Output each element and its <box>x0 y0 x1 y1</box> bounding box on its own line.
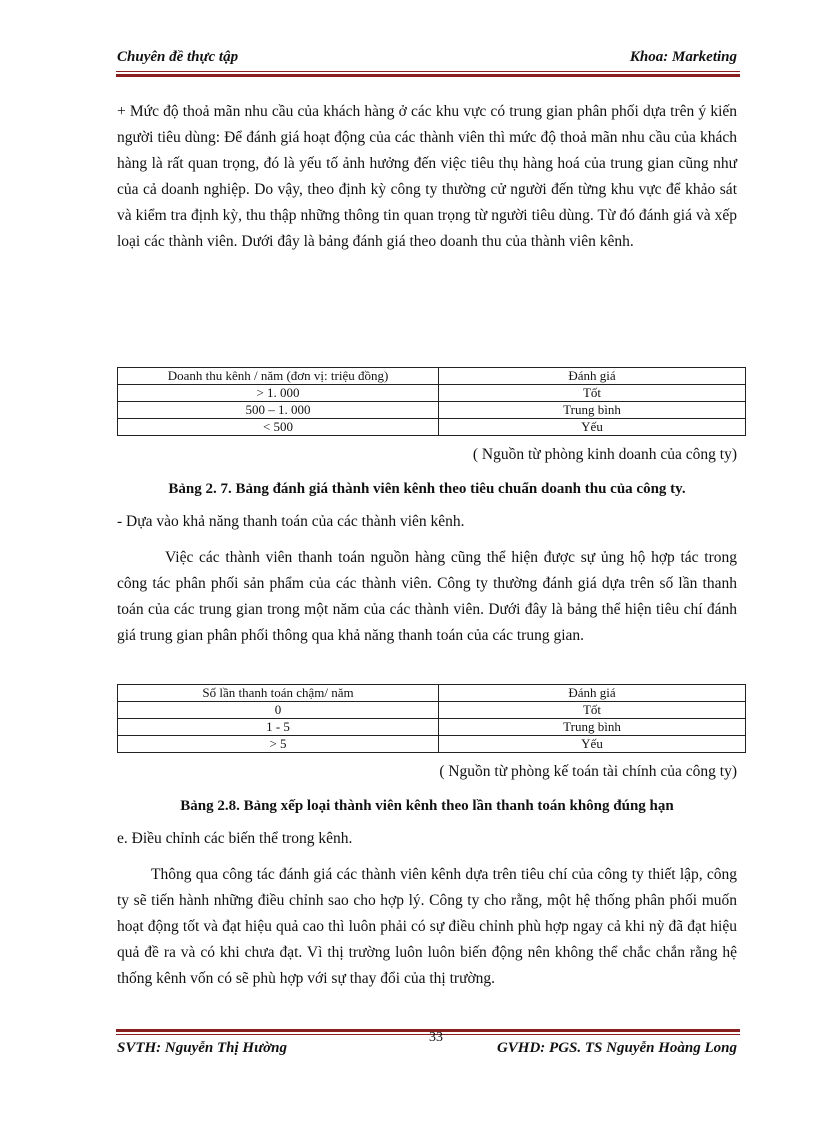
table-cell: 500 – 1. 000 <box>118 402 439 419</box>
header-rule-thin <box>116 71 740 72</box>
table-payment-rating <box>117 684 746 753</box>
footer-rule-thin <box>116 1034 740 1035</box>
table-cell: Tốt <box>439 702 746 719</box>
table-row <box>118 702 746 719</box>
paragraph-adjustment: Thông qua công tác đánh giá các thành viên kênh dựa trên tiêu chí của công ty thiết lập, công ty sẽ tiến hành những điều chỉnh sao cho hợp lý. Công ty cho rằng, một hệ thống phân phối muốn hoạt động tốt và đạt hiệu quả cao thì luôn phải có sự điều chỉnh phù hợp ngay cả khi nỳ đã đạt hiệu quả đề ra và có khi chưa đạt. Vì thị trường luôn luôn biến động nên không thể chắc chắn rằng hệ thống kênh vốn có sẽ phù hợp với sự thay đổi của thị trường. <box>117 866 737 987</box>
table-row <box>118 402 746 419</box>
table-row <box>118 419 746 436</box>
header-department: Khoa: Marketing <box>629 49 737 65</box>
header-title: Chuyên đề thực tập <box>117 49 239 65</box>
header-rule-thick <box>116 74 740 77</box>
table-caption-2-7: Bảng 2. 7. Bảng đánh giá thành viên kênh theo tiêu chuẩn doanh thu của công ty. <box>168 481 686 497</box>
table-cell: < 500 <box>118 419 439 436</box>
table-row <box>118 385 746 402</box>
table-cell: 0 <box>118 702 439 719</box>
table-cell: Yếu <box>439 419 746 436</box>
section-heading-adjustment: e. Điều chỉnh các biến thể trong kênh. <box>117 830 353 847</box>
section-line-payment: - Dựa vào khả năng thanh toán của các thành viên kênh. <box>117 513 465 530</box>
source-note-sales: ( Nguồn từ phòng kinh doanh của công ty) <box>472 446 737 463</box>
table-cell: 1 - 5 <box>118 719 439 736</box>
footer-rule-thick <box>116 1029 740 1032</box>
table-cell: Trung bình <box>439 719 746 736</box>
table-header-row <box>118 685 746 702</box>
footer-student: SVTH: Nguyễn Thị Hường <box>117 1040 287 1056</box>
table-caption-2-8: Bảng 2.8. Bảng xếp loại thành viên kênh theo lần thanh toán không đúng hạn <box>180 798 674 814</box>
table-cell: > 5 <box>118 736 439 753</box>
table-header-cell: Doanh thu kênh / năm (đơn vị: triệu đồng) <box>118 368 439 385</box>
page-number: 33 <box>429 1030 443 1045</box>
table-header-cell: Đánh giá <box>439 368 746 385</box>
table-cell: > 1. 000 <box>118 385 439 402</box>
table-row <box>118 719 746 736</box>
table-row <box>118 736 746 753</box>
paragraph-satisfaction: + Mức độ thoả mãn nhu cầu của khách hàng ở các khu vực có trung gian phân phối dựa trên ý kiến người tiêu dùng: Để đánh giá hoạt động của các thành viên thì mức độ thoả mãn nhu cầu của khách hàng là rất quan trọng, đó là yếu tố ảnh hưởng đến việc tiêu thụ hàng hoá của trung gian cũng như của cả doanh nghiệp. Do vậy, theo định kỳ công ty thường cử người đến từng khu vực để khảo sát và kiểm tra định kỳ, thu thập những thông tin quan trọng từ người tiêu dùng. Từ đó đánh giá và xếp loại các thành viên. Dưới đây là bảng đánh giá theo doanh thu của thành viên kênh. <box>117 103 737 250</box>
source-note-accounting: ( Nguồn từ phòng kế toán tài chính của công ty) <box>439 763 737 780</box>
page-header <box>117 49 737 71</box>
page-footer <box>117 1030 737 1060</box>
table-cell: Trung bình <box>439 402 746 419</box>
paragraph-payment: Việc các thành viên thanh toán nguồn hàng cũng thể hiện được sự ủng hộ hợp tác trong công tác phân phối sản phẩm của các thành viên. Công ty thường đánh giá dựa trên số lần thanh toán của các trung gian trong một năm của các thành viên. Dưới đây là bảng thể hiện tiêu chí đánh giá trung gian phân phối thông qua khả năng thanh toán của các trung gian. <box>117 549 737 644</box>
table-cell: Yếu <box>439 736 746 753</box>
table-header-cell: Số lần thanh toán chậm/ năm <box>118 685 439 702</box>
table-header-cell: Đánh giá <box>439 685 746 702</box>
table-cell: Tốt <box>439 385 746 402</box>
table-header-row <box>118 368 746 385</box>
table-revenue-rating <box>117 367 746 436</box>
footer-supervisor: GVHD: PGS. TS Nguyễn Hoàng Long <box>496 1040 737 1056</box>
